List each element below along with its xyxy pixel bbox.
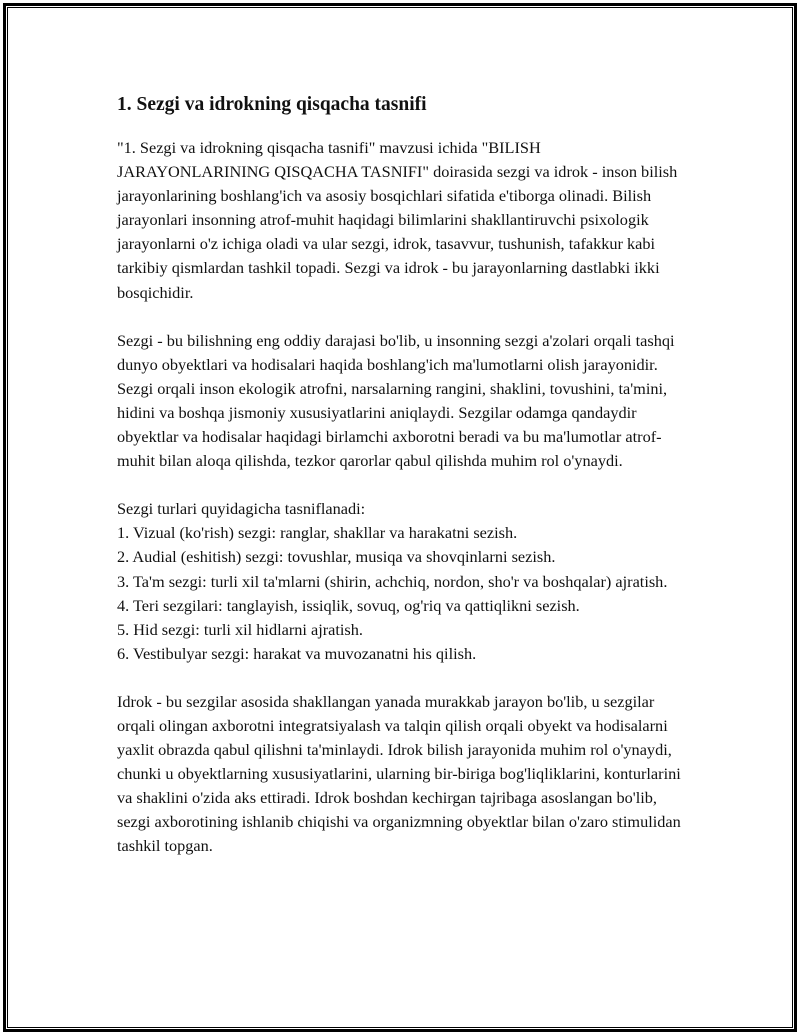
paragraph-sezgi: Sezgi - bu bilishning eng oddiy darajasi bo'lib, u insonning sezgi a'zolari orqali tashqi dunyo obyektlari va hodisalari haqida boshlang'ich ma'lumotlarni olish jarayonidir. Sezgi orqali inson ekologik atrofni, narsalarning rangini, shaklini, tovushini, ta'mini, hidini va boshqa jismoniy xususiyatlarini aniqlaydi. Sezgilar odamga qandaydir obyektlar va hodisalar haqidagi birlamchi axborotni beradi va bu ma'lumotlar atrof-muhit bilan aloqa qilishda, tezkor qarorlar qabul qilishda muhim rol o'ynaydi.	[117, 330, 675, 471]
document-body	[117, 92, 692, 859]
list-item: 5. Hid sezgi: turli xil hidlarni ajratish.	[117, 619, 363, 639]
list-intro: Sezgi turlari quyidagicha tasniflanadi:	[117, 499, 366, 519]
paragraph-idrok: Idrok - bu sezgilar asosida shakllangan yanada murakkab jarayon bo'lib, u sezgilar orqali olingan axborotni integratsiyalash va talqin qilish orqali obyekt va hodisalarni yaxlit obrazda qabul qilishni ta'minlaydi. Idrok bilish jarayonida muhim rol o'ynaydi, chunki u obyektlarning xususiyatlarini, ularning bir-biriga bog'liqliklarini, konturlarini va shaklini o'zida aks ettiradi. Idrok boshdan kechirgan tajribaga asoslangan bo'lib, sezgi axborotining ishlanib chiqishi va organizmning obyektlar bilan o'zaro stimulidan tashkil topgan.	[117, 691, 681, 856]
paragraph-gap	[117, 666, 692, 690]
list-item: 2. Audial (eshitish) sezgi: tovushlar, musiqa va shovqinlarni sezish.	[117, 547, 556, 567]
document-title: 1. Sezgi va idrokning qisqacha tasnifi	[117, 94, 427, 115]
paragraph-intro: "1. Sezgi va idrokning qisqacha tasnifi" mavzusi ichida "BILISH JARAYONLARINING QISQACHA TASNIFI" doirasida sezgi va idrok - inson bilish jarayonlarining boshlang'ich va asosiy bosqichlari sifatida e'tiborga olinadi. Bilish jarayonlari insonning atrof-muhit haqidagi bilimlarini shakllantiruvchi psixologik jarayonlarni o'z ichiga oladi va ular sezgi, idrok, tasavvur, tushunish, tafakkur kabi tarkibiy qismlardan tashkil topadi. Sezgi va idrok - bu jarayonlarning dastlabki ikki bosqichidir.	[117, 138, 678, 302]
list-item: 1. Vizual (ko'rish) sezgi: ranglar, shakllar va harakatni sezish.	[117, 523, 518, 543]
list-item: 3. Ta'm sezgi: turli xil ta'mlarni (shirin, achchiq, nordon, sho'r va boshqalar) ajratish.	[117, 571, 668, 591]
paragraph-gap	[117, 473, 692, 497]
sensation-types-list	[117, 521, 692, 666]
list-item: 4. Teri sezgilari: tanglayish, issiqlik, sovuq, og'riq va qattiqlikni sezish.	[117, 595, 580, 615]
list-item: 6. Vestibulyar sezgi: harakat va muvozanatni his qilish.	[117, 643, 477, 663]
paragraph-gap	[117, 305, 692, 329]
